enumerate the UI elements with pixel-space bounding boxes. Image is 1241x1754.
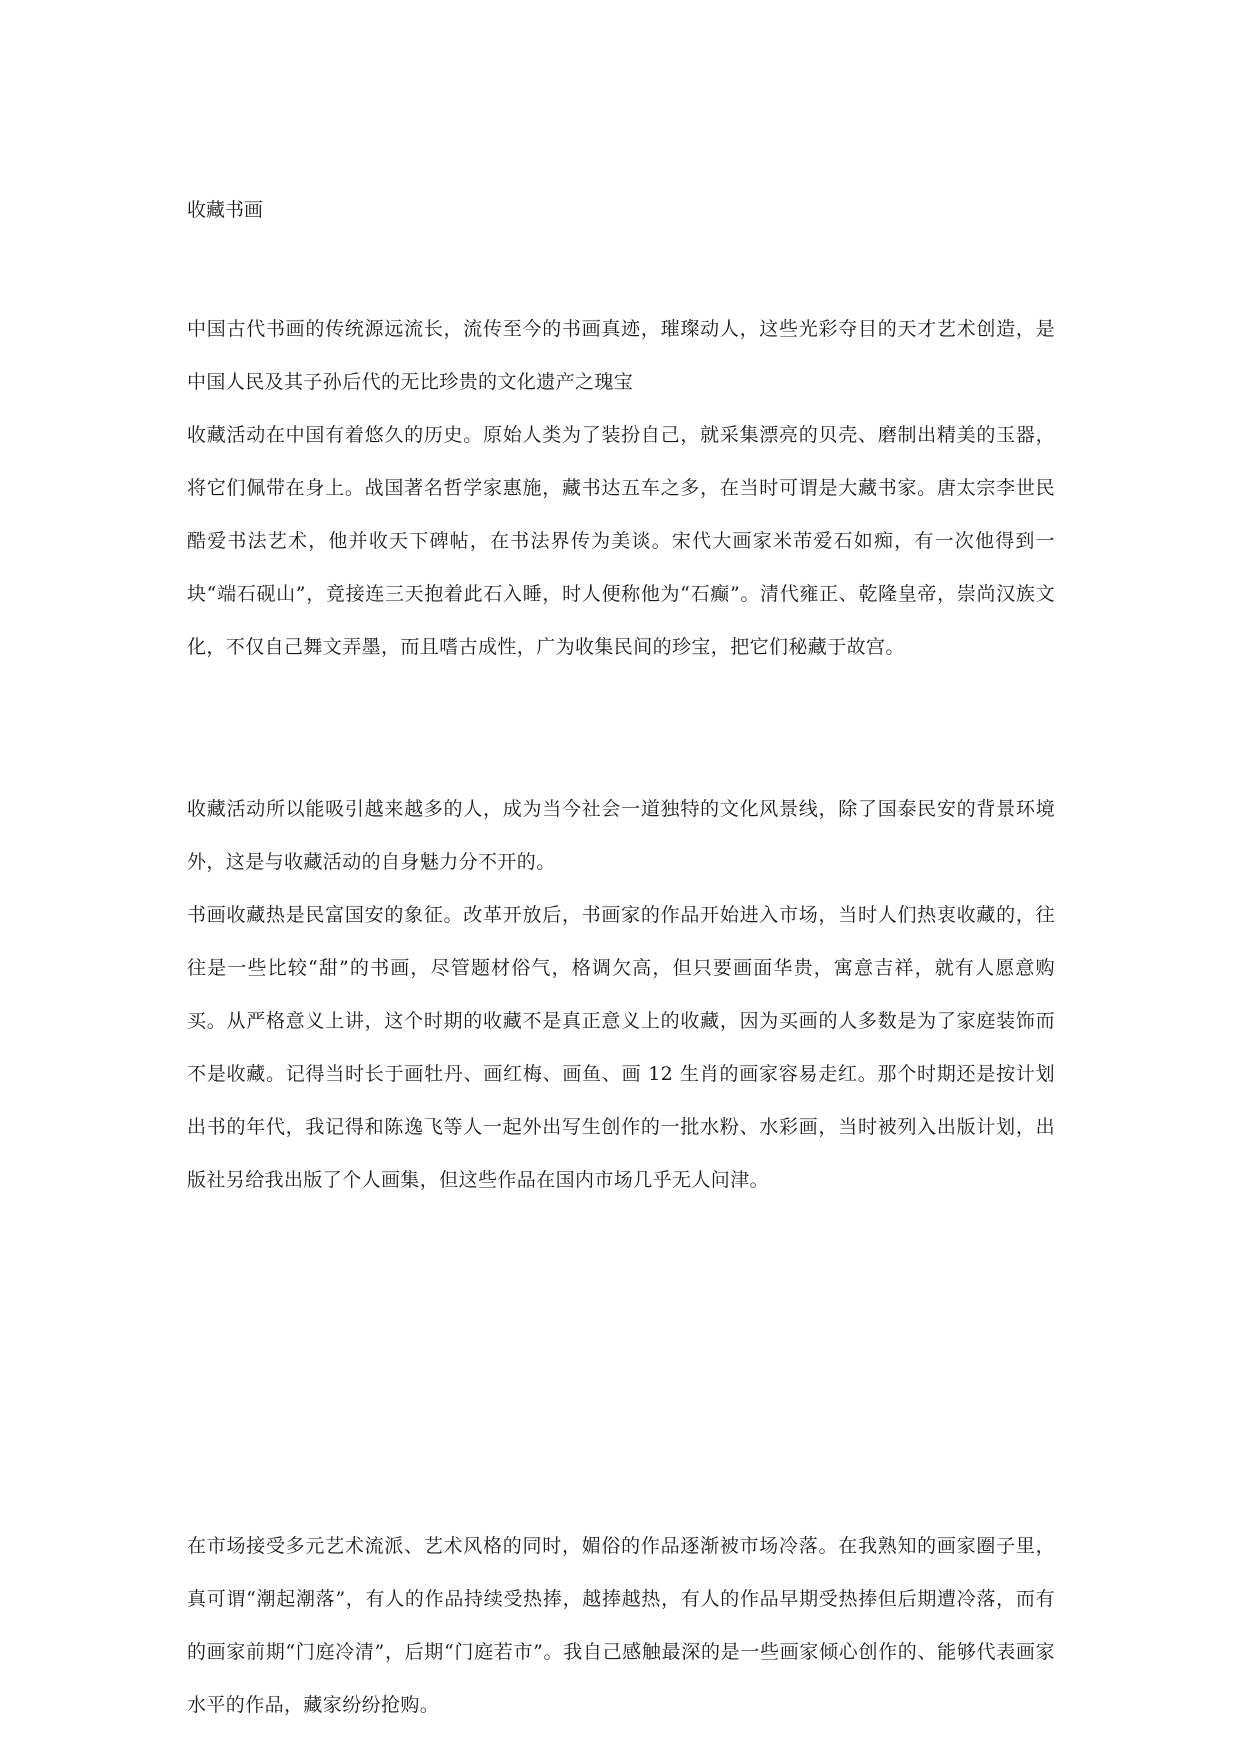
document-title: 收藏书画 (187, 199, 264, 221)
paragraph: 收藏活动在中国有着悠久的历史。原始人类为了装扮自己，就采集漂亮的贝壳、磨制出精美的玉器，将它们佩带在身上。战国著名哲学家惠施，藏书达五车之多，在当时可谓是大藏书家。唐太宗李世民酷爱书法艺术，他并收天下碑帖，在书法界传为美谈。宋代大画家米芾爱石如痴，有一次他得到一块“端石砚山”，竟接连三天抱着此石入睡，时人便称他为“石癫”。清代雍正、乾隆皇帝，崇尚汉族文化，不仅自己舞文弄墨，而且嗜古成性，广为收集民间的珍宝，把它们秘藏于故宫。 (187, 424, 1055, 658)
section-2 (187, 783, 1055, 1207)
paragraph: 收藏活动所以能吸引越来越多的人，成为当今社会一道独特的文化风景线，除了国泰民安的背景环境外，这是与收藏活动的自身魅力分不开的。 (187, 798, 1055, 873)
section-3 (187, 1520, 1055, 1732)
paragraph: 在市场接受多元艺术流派、艺术风格的同时，媚俗的作品逐渐被市场冷落。在我熟知的画家圈子里，真可谓“潮起潮落”，有人的作品持续受热捧，越捧越热，有人的作品早期受热捧但后期遭冷落，而有的画家前期“门庭冷清”，后期“门庭若市”。我自己感触最深的是一些画家倾心创作的、能够代表画家水平的作品，藏家纷纷抢购。 (187, 1535, 1055, 1716)
paragraph: 书画收藏热是民富国安的象征。改革开放后，书画家的作品开始进入市场，当时人们热衷收藏的，往往是一些比较“甜”的书画，尽管题材俗气，格调欠高，但只要画面华贵，寓意吉祥，就有人愿意购买。从严格意义上讲，这个时期的收藏不是真正意义上的收藏，因为买画的人多数是为了家庭装饰而不是收藏。记得当时长于画牡丹、画红梅、画鱼、画 12 生肖的画家容易走红。那个时期还是按计划出书的年代，我记得和陈逸飞等人一起外出写生创作的一批水粉、水彩画，当时被列入出版计划，出版社另给我出版了个人画集，但这些作品在国内市场几乎无人问津。 (187, 904, 1055, 1191)
section-1 (187, 303, 1055, 674)
paragraph: 中国古代书画的传统源远流长，流传至今的书画真迹，璀璨动人，这些光彩夺目的天才艺术创造，是中国人民及其子孙后代的无比珍贵的文化遗产之瑰宝 (187, 318, 1055, 393)
